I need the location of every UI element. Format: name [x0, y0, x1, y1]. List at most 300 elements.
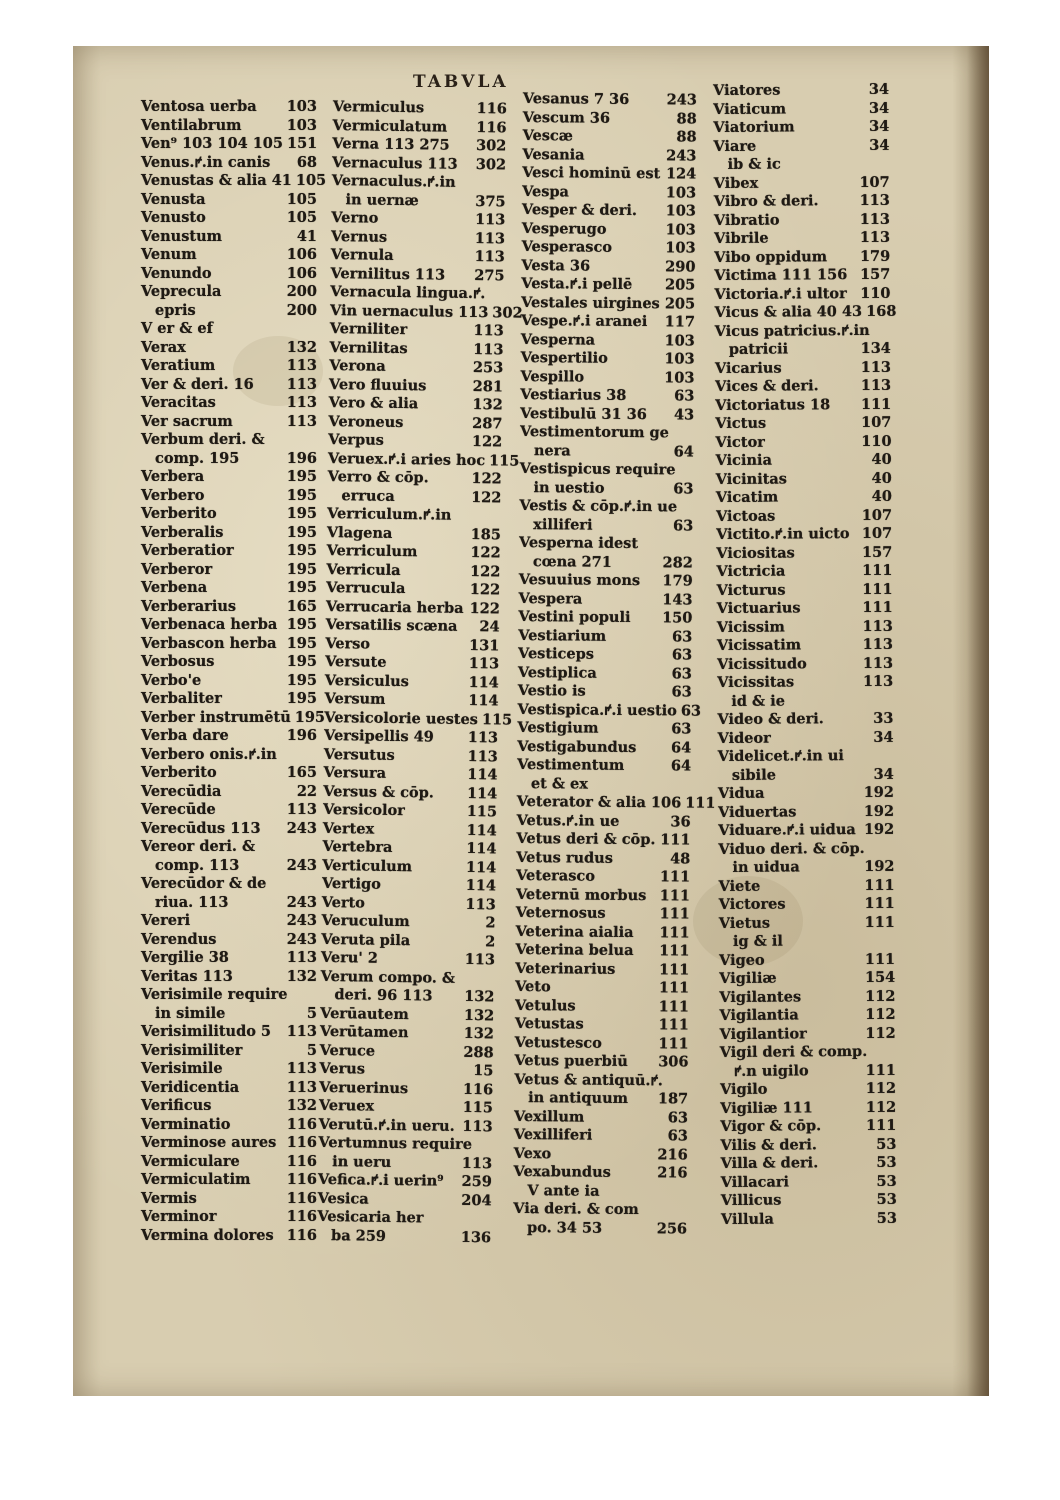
index-entry [714, 173, 890, 193]
index-entry [516, 792, 716, 813]
entry-page-ref: 113 [473, 321, 504, 340]
entry-page-ref [683, 1201, 687, 1220]
entry-term: Verberarius [141, 597, 237, 615]
entry-term: Verbascon herba [141, 634, 277, 652]
entry-page-ref: 200 [286, 283, 317, 300]
index-entry [329, 375, 503, 396]
entry-page-ref: 116 [462, 1080, 494, 1098]
entry-term: Vestales uirgines [521, 293, 660, 312]
entry-term: Ven⁹ 103 104 105 [141, 135, 283, 152]
index-entry [714, 192, 890, 212]
entry-term: epris [155, 301, 196, 319]
entry-page-ref [313, 986, 317, 1005]
entry-term: Vespillo [520, 367, 585, 386]
entry-page-ref: 111 [685, 794, 716, 812]
entry-term: Vermiculatum [332, 116, 448, 136]
entry-term: Villa & deri. [720, 1154, 819, 1172]
index-entry [514, 1089, 688, 1109]
entry-term: Vibrile [714, 229, 769, 247]
index-entry [518, 608, 692, 628]
entry-page-ref: 195 [286, 671, 317, 689]
entry-page-ref: 53 [876, 1153, 897, 1171]
entry-page-ref: 306 [658, 1053, 689, 1071]
entry-page-ref: 112 [865, 987, 896, 1005]
entry-page-ref: 114 [466, 839, 497, 858]
entry-page-ref: 196 [286, 449, 317, 467]
entry-page-ref: 111 [860, 395, 892, 413]
entry-term: Verminatio [141, 1115, 231, 1133]
entry-page-ref: 43 [673, 405, 695, 424]
entry-page-ref: 103 [665, 220, 696, 239]
entry-term: Versus & cōp. [323, 782, 434, 801]
entry-page-ref: 113 [859, 191, 890, 209]
entry-page-ref: 2 [485, 914, 496, 932]
entry-page-ref: 195 [286, 542, 317, 559]
entry-term: Ventilabrum [141, 116, 242, 134]
index-entry [518, 626, 692, 646]
entry-term: Victor [715, 433, 765, 451]
index-entry [520, 460, 694, 480]
index-entry [141, 561, 317, 580]
entry-page-ref: 192 [863, 783, 895, 801]
index-entry [715, 358, 891, 378]
index-entry [326, 616, 500, 637]
index-entry [323, 782, 497, 803]
entry-page-ref: 113 [465, 895, 496, 913]
entry-page-ref: 143 [662, 590, 693, 608]
index-entry [141, 1005, 317, 1024]
index-entry [519, 478, 693, 498]
index-entry [328, 412, 502, 433]
index-entry [326, 560, 500, 581]
entry-page-ref: 117 [664, 313, 696, 331]
entry-page-ref [684, 1072, 688, 1091]
entry-term: Viatores [713, 81, 781, 99]
index-entry [513, 1200, 687, 1220]
index-entry [329, 357, 503, 378]
entry-page-ref: 63 [667, 1108, 689, 1126]
entry-page-ref: 132 [286, 1097, 317, 1114]
index-entry [141, 635, 317, 654]
index-entry [720, 1061, 896, 1081]
index-entry [141, 117, 317, 136]
index-entry [513, 1218, 687, 1238]
entry-term: Veterina belua [515, 940, 634, 959]
index-entry [719, 987, 895, 1007]
entry-term: Viduertas [718, 802, 797, 821]
entry-term: in antiquum [528, 1089, 629, 1107]
entry-term: Venusta [141, 190, 206, 208]
index-entry [721, 1191, 897, 1211]
entry-page-ref: 114 [466, 821, 497, 839]
entry-page-ref: 63 [674, 387, 695, 405]
index-entry [517, 774, 691, 794]
entry-term: patricii [728, 340, 789, 358]
entry-term: Vernula [330, 245, 394, 264]
index-entry [323, 801, 497, 822]
entry-page-ref [890, 747, 894, 766]
entry-page-ref: 5 [306, 1004, 317, 1022]
entry-page-ref: 34 [869, 117, 890, 135]
entry-page-ref: 111 [864, 894, 895, 912]
entry-term: Victito.ꝵ.in uicto [716, 525, 850, 543]
entry-term: Venustas & alia 41 [141, 172, 292, 189]
entry-term: Victus [715, 414, 767, 432]
index-entry [717, 617, 893, 637]
index-entry [520, 386, 694, 406]
entry-page-ref: 122 [469, 580, 501, 599]
entry-term: Verutū.ꝵ.in ueru. [318, 1115, 455, 1135]
entry-term: Vermiculatim [141, 1171, 251, 1188]
index-entry [717, 599, 893, 619]
entry-term: Vetustesco [514, 1033, 602, 1052]
index-entry [719, 1006, 895, 1026]
entry-term: Vestimentorum ge [519, 422, 670, 442]
entry-term: Vestio is [517, 681, 586, 700]
index-entry [325, 671, 499, 692]
entry-term: Verto [321, 893, 366, 912]
entry-term: Veternosus [515, 903, 606, 922]
entry-page-ref: 63 [671, 683, 692, 701]
entry-term: Verecūdus 113 [141, 819, 261, 837]
index-entry [327, 486, 501, 507]
entry-page-ref: 282 [662, 553, 693, 572]
index-entry [714, 247, 890, 267]
entry-term: Vermis [141, 1189, 197, 1207]
entry-page-ref: 195 [286, 468, 317, 485]
index-entry [329, 301, 523, 322]
entry-page-ref: 216 [657, 1164, 688, 1182]
entry-page-ref: 103 [665, 239, 696, 257]
entry-term: Verso [325, 634, 371, 653]
entry-page-ref: 132 [464, 987, 495, 1006]
index-entry [719, 969, 895, 989]
entry-term: Villacari [720, 1172, 790, 1191]
index-entry [721, 1172, 897, 1192]
entry-term: Vetulus [514, 996, 576, 1014]
entry-term: Vesanus 7 36 [522, 90, 630, 108]
entry-term: Vetus deri & cōp. [516, 829, 656, 849]
index-entry [141, 820, 317, 839]
entry-page-ref: 113 [462, 1117, 493, 1135]
index-entry [522, 238, 696, 258]
entry-page-ref: 48 [670, 849, 691, 867]
entry-page-ref: 111 [659, 923, 690, 941]
entry-term: Victricia [716, 562, 786, 580]
entry-term: Vicarius [714, 359, 782, 377]
index-entry [323, 764, 497, 785]
entry-term: Ventosa uerba [141, 98, 257, 115]
index-entry [141, 931, 317, 950]
entry-term: Vestiarius 38 [520, 385, 627, 404]
entry-term: Victoriatus 18 [715, 395, 831, 414]
index-entry [320, 986, 494, 1007]
entry-page-ref: 154 [864, 968, 896, 986]
entry-page-ref: 103 [664, 350, 695, 368]
entry-page-ref: 243 [666, 91, 697, 109]
entry-page-ref [313, 875, 317, 894]
entry-term: Via deri. & com [513, 1199, 639, 1219]
index-entry [328, 431, 502, 452]
index-entry [716, 580, 892, 600]
index-entry [518, 682, 692, 702]
entry-term: Verminose aures [141, 1134, 277, 1151]
entry-term: in ueru [332, 1152, 392, 1171]
entry-page-ref: 113 [286, 801, 317, 818]
entry-page-ref: 113 [461, 1154, 493, 1172]
entry-term: Versura [323, 763, 387, 782]
entry-term: Versute [325, 652, 387, 671]
entry-term: Vexillum [513, 1107, 585, 1126]
entry-term: Victoria.ꝵ.i ultor [714, 284, 847, 303]
entry-term: Vernilitus 113 [330, 264, 446, 284]
entry-page-ref: 281 [472, 377, 504, 395]
index-entry [522, 219, 696, 239]
index-column-2 [317, 98, 523, 1247]
index-entry [715, 377, 891, 397]
entry-term: Verba dare [141, 727, 229, 744]
entry-term: Verūtamen [319, 1022, 409, 1042]
entry-page-ref: 116 [476, 100, 507, 118]
index-entry [715, 340, 891, 360]
index-entry [141, 172, 327, 191]
entry-page-ref: 88 [676, 128, 697, 146]
index-entry [141, 1134, 317, 1153]
entry-page-ref: 134 [860, 339, 891, 357]
entry-term: Verber instrumētū [141, 708, 291, 726]
entry-term: Vetus rudus [516, 848, 614, 867]
index-entry [324, 745, 498, 766]
entry-page-ref: 88 [676, 109, 697, 128]
index-entry [515, 978, 689, 998]
entry-page-ref: 112 [865, 1024, 896, 1042]
entry-term: Verna 113 275 [332, 134, 450, 154]
index-entry [141, 1190, 317, 1209]
entry-page-ref: 34 [868, 80, 890, 98]
entry-term: id & ie [731, 692, 785, 710]
index-entry [515, 996, 689, 1016]
entry-page-ref: 34 [868, 99, 890, 117]
index-entry [141, 727, 317, 746]
entry-term: Vin uernaculus 113 [329, 301, 489, 321]
entry-page-ref: 107 [861, 506, 893, 524]
index-entry [714, 302, 897, 323]
entry-term: Vetus & antiquū.ꝵ. [514, 1070, 663, 1089]
entry-page-ref: 113 [474, 210, 506, 229]
entry-term: Venum [141, 246, 197, 263]
entry-page-ref: 110 [861, 432, 892, 450]
index-entry [141, 579, 317, 598]
entry-term: Vetustas [514, 1014, 584, 1033]
entry-term: Verniliter [329, 319, 408, 339]
index-entry [331, 246, 505, 267]
entry-term: Verisimile require [141, 986, 288, 1003]
entry-page-ref: 107 [859, 173, 890, 191]
entry-term: Versutus [323, 745, 395, 764]
index-entry [716, 469, 892, 489]
entry-term: Vestibulū 31 36 [520, 404, 647, 423]
entry-term: Vestigabundus [517, 737, 637, 756]
index-entry [713, 81, 889, 101]
index-entry [141, 505, 317, 524]
entry-page-ref: 5 [306, 1041, 317, 1059]
entry-page-ref: 111 [862, 598, 893, 616]
entry-page-ref: 63 [671, 627, 693, 645]
entry-term: Versicolorie uestes [324, 708, 479, 728]
index-entry [141, 154, 317, 173]
entry-term: Viatorium [713, 118, 795, 136]
entry-term: in uernæ [345, 190, 419, 209]
index-entry [514, 1070, 688, 1090]
index-entry [518, 645, 692, 665]
index-entry [141, 1023, 317, 1042]
index-entry [515, 959, 689, 979]
entry-page-ref: 113 [862, 654, 894, 672]
entry-page-ref: 103 [665, 202, 697, 220]
index-entry [141, 616, 317, 635]
entry-term: comp. 113 [155, 856, 240, 874]
entry-page-ref: 113 [860, 376, 892, 394]
entry-term: Vertumnus require [318, 1133, 473, 1154]
entry-term: Vicinia [715, 451, 772, 469]
index-entry [521, 293, 695, 313]
entry-term: Verrucula [326, 578, 406, 598]
entry-term: in simile [155, 1004, 226, 1022]
entry-page-ref: 113 [473, 340, 504, 358]
entry-term: Veterasco [516, 866, 595, 885]
index-entry [514, 1107, 688, 1127]
entry-term: Verecūdor & de [141, 875, 267, 892]
entry-page-ref: 113 [286, 949, 317, 966]
entry-term: comp. 195 [155, 449, 240, 467]
entry-term: Victoas [715, 507, 776, 525]
index-entry [317, 1226, 491, 1247]
index-entry [317, 1208, 491, 1229]
entry-page-ref [887, 321, 891, 340]
entry-page-ref: 192 [863, 802, 895, 820]
index-entry [141, 1079, 317, 1098]
index-entry [141, 468, 317, 487]
entry-page-ref: 41 [296, 227, 317, 245]
entry-page-ref: 103 [286, 116, 317, 134]
entry-term: Veternū morbus [515, 885, 647, 904]
entry-page-ref: 375 [475, 192, 506, 210]
entry-term: riua. 113 [155, 893, 229, 911]
index-entry [522, 145, 696, 165]
entry-term: Verendus [141, 930, 217, 948]
index-entry [523, 90, 697, 110]
entry-term: Vesicaria her [317, 1207, 424, 1227]
index-entry [717, 691, 893, 711]
index-entry [516, 904, 690, 924]
entry-term: Verticulum [322, 856, 413, 875]
entry-term: Vereri [141, 912, 191, 929]
entry-page-ref: 114 [468, 673, 499, 691]
entry-page-ref: 195 [294, 708, 326, 726]
entry-term: Verriculum [326, 541, 418, 561]
entry-page-ref: 151 [286, 135, 318, 152]
index-entry [516, 848, 690, 868]
index-entry [520, 441, 694, 461]
entry-term: Verberatior [141, 542, 234, 559]
entry-term: Vesania [522, 145, 585, 164]
entry-page-ref: 105 [286, 190, 317, 208]
entry-page-ref: 107 [861, 524, 893, 542]
index-entry [522, 201, 696, 221]
index-entry [141, 302, 317, 321]
entry-page-ref: 63 [671, 646, 693, 664]
entry-term: Vermiculare [141, 1152, 240, 1170]
entry-page-ref: 136 [460, 1228, 492, 1246]
entry-page-ref: 157 [860, 265, 891, 283]
entry-term: sibile [731, 766, 776, 784]
entry-page-ref: 111 [659, 905, 690, 923]
entry-page-ref: 113 [468, 654, 500, 673]
index-entry [720, 1080, 896, 1100]
entry-page-ref: 122 [471, 488, 502, 506]
index-entry [324, 727, 498, 748]
entry-term: Vigilo [719, 1080, 768, 1098]
entry-page-ref: 63 [672, 516, 694, 535]
entry-page-ref: 195 [286, 634, 317, 652]
entry-term: Vespera [518, 589, 583, 608]
index-entry [141, 394, 317, 413]
index-entry [141, 801, 317, 820]
index-entry [141, 746, 317, 765]
entry-term: Vesticeps [518, 644, 595, 663]
entry-page-ref: 116 [476, 118, 507, 136]
entry-page-ref: 114 [467, 765, 498, 784]
entry-page-ref: 110 [860, 284, 891, 302]
entry-term: in uidua [732, 858, 800, 876]
index-entry [523, 108, 697, 128]
index-column-1 [141, 98, 327, 1245]
entry-term: Venus.ꝵ.in canis [141, 153, 271, 171]
entry-term: Vibro & deri. [713, 192, 819, 210]
entry-term: nera [533, 441, 571, 459]
index-entry [141, 209, 317, 228]
entry-page-ref: 195 [286, 616, 317, 633]
entry-page-ref: 302 [475, 155, 507, 173]
index-entry [719, 913, 895, 933]
entry-page-ref: 64 [670, 757, 692, 775]
index-entry [717, 636, 893, 656]
entry-page-ref: 103 [664, 331, 695, 350]
entry-page-ref: 103 [286, 98, 317, 115]
entry-term: Veruce [319, 1041, 376, 1060]
index-entry [716, 525, 892, 545]
entry-page-ref: 122 [469, 599, 501, 617]
entry-page-ref: 111 [658, 997, 690, 1015]
index-entry [320, 1023, 494, 1044]
index-entry [718, 839, 894, 859]
index-entry [330, 264, 504, 285]
index-entry [331, 227, 505, 248]
index-entry [141, 1208, 317, 1227]
entry-page-ref: 115 [488, 451, 520, 470]
entry-page-ref: 132 [463, 1024, 495, 1043]
entry-page-ref: 200 [286, 301, 317, 319]
index-entry [720, 1043, 896, 1063]
entry-term: Vermiculus [332, 98, 425, 117]
entry-page-ref: 113 [862, 635, 893, 653]
index-entry [521, 312, 695, 332]
index-entry [720, 1117, 896, 1137]
index-entry [515, 1033, 689, 1053]
entry-page-ref: 53 [876, 1135, 897, 1153]
entry-term: Versum [324, 689, 386, 708]
entry-term: Verecūdia [141, 782, 222, 800]
